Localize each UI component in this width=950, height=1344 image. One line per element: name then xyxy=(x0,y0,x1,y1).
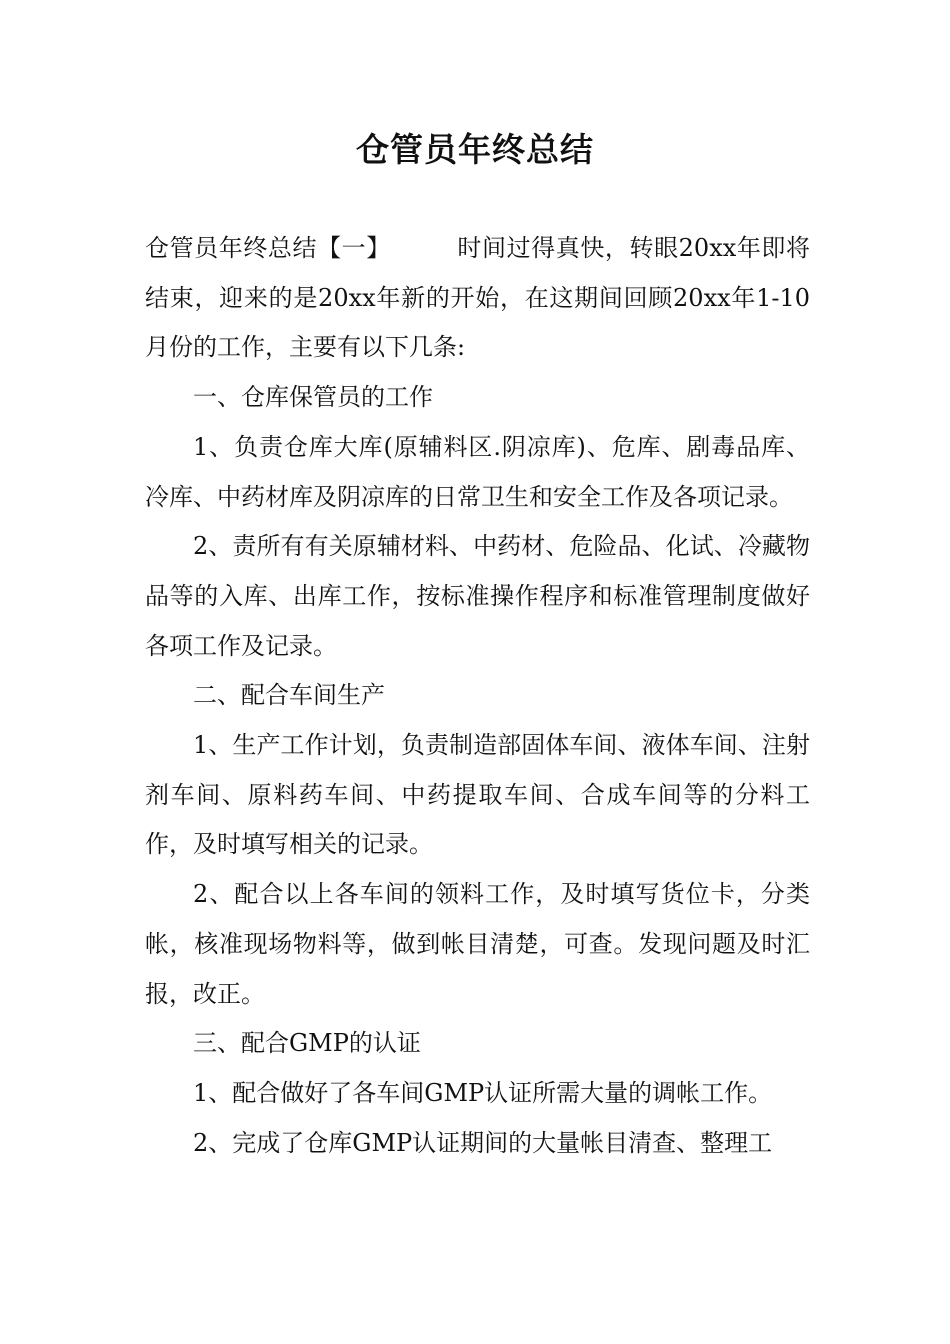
document-body xyxy=(145,224,810,1168)
intro-lead: 仓管员年终总结【一】 xyxy=(145,234,391,262)
section-2-item-1: 1、生产工作计划，负责制造部固体车间、液体车间、注射剂车间、原料药车间、中药提取车间、合成车间等的分料工作，及时填写相关的记录。 xyxy=(145,731,810,859)
section-3-item-1: 1、配合做好了各车间GMP认证所需大量的调帐工作。 xyxy=(193,1078,773,1107)
document-title: 仓管员年终总结 xyxy=(356,130,594,169)
section-1-item-2: 2、责所有有关原辅材料、中药材、危险品、化试、冷藏物品等的入库、出库工作，按标准操作程序和标准管理制度做好各项工作及记录。 xyxy=(145,532,810,660)
intro-paragraph xyxy=(145,224,810,373)
section-heading-3: 三、配合GMP的认证 xyxy=(193,1029,421,1058)
section-heading-1: 一、仓库保管员的工作 xyxy=(193,383,433,412)
section-heading-2: 二、配合车间生产 xyxy=(193,681,385,710)
section-3-item-2: 2、完成了仓库GMP认证期间的大量帐目清查、整理工 xyxy=(193,1128,773,1157)
intro-text: 时间过得真快，转眼20xx年即将结束，迎来的是20xx年新的开始，在这期间回顾20xx年1-10月份的工作，主要有以下几条: xyxy=(145,234,811,362)
section-2-item-2: 2、配合以上各车间的领料工作，及时填写货位卡，分类帐，核准现场物料等，做到帐目清楚，可查。发现问题及时汇报，改正。 xyxy=(145,880,810,1008)
section-1-item-1: 1、负责仓库大库(原辅料区.阴凉库)、危库、剧毒品库、冷库、中药材库及阴凉库的日常卫生和安全工作及各项记录。 xyxy=(145,432,810,511)
